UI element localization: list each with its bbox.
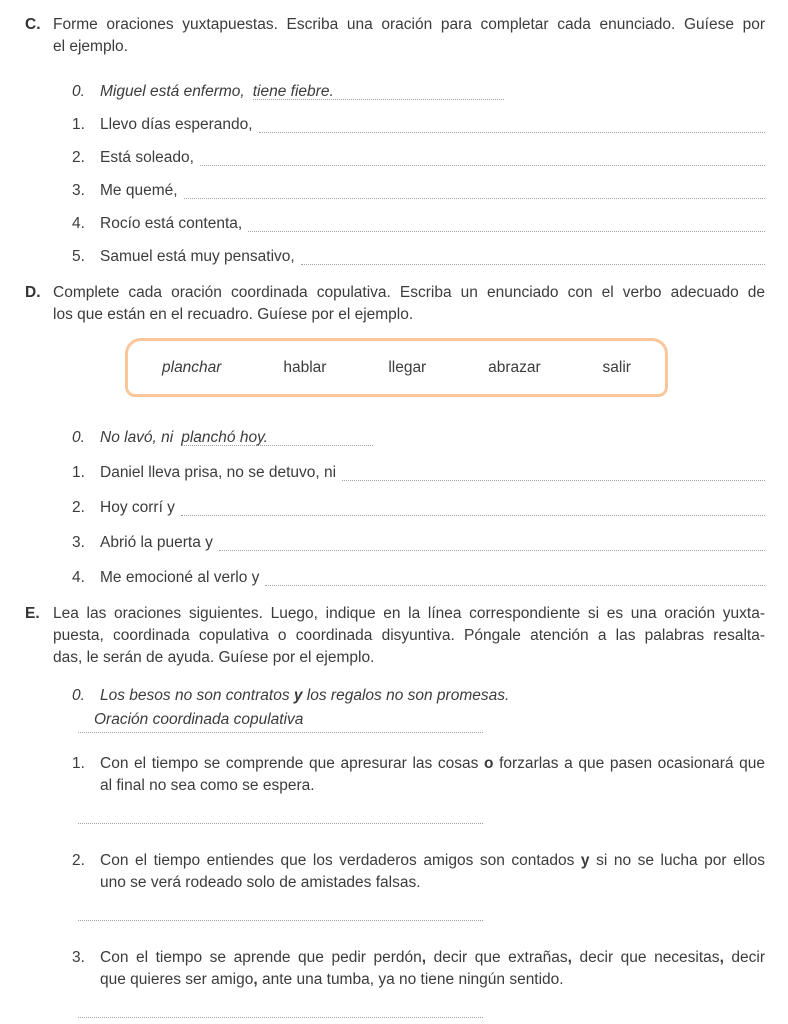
item-number: 3.: [72, 182, 85, 199]
section-d-letter: D.: [25, 284, 41, 301]
exercise-item: [72, 462, 765, 484]
item-number: 2.: [72, 499, 85, 516]
exercise-item: [72, 947, 765, 1018]
sentence-segment: al final no sea como se espera.: [100, 777, 315, 794]
instruction-line: Forme oraciones yuxtapuestas. Escriba una oración para completar cada enunciado. Guíese por: [53, 16, 765, 33]
example-item: [72, 81, 765, 103]
item-text: Abrió la puerta y: [100, 534, 213, 551]
exercise-item: [72, 114, 765, 136]
section-c-letter: C.: [25, 16, 41, 33]
sentence-segment: Con el tiempo se aprende que pedir perdón: [100, 949, 422, 966]
sentence: [72, 850, 765, 894]
answer-blank-line: [78, 821, 483, 824]
sentence-segment: Con el tiempo se comprende que apresurar las cosas: [100, 755, 484, 772]
bold-conjunction: y: [293, 687, 303, 704]
sentence-text: [100, 753, 765, 797]
sentence-segment: que quieres ser amigo: [100, 971, 254, 988]
exercise-item: [72, 497, 765, 519]
sentence-segment: decir: [723, 949, 766, 966]
word-bank-item: planchar: [162, 358, 222, 376]
instruction-line: Complete cada oración coordinada copulativa. Escriba un enunciado con el verbo adecuado de: [53, 284, 765, 301]
answer-blank-line: [342, 462, 765, 481]
item-number: 3.: [72, 534, 85, 551]
item-text: Está soleado,: [100, 149, 194, 166]
exercise-item: [72, 753, 765, 824]
sentence-segment: Los besos no son contratos: [100, 687, 294, 704]
bold-comma: ,: [719, 949, 724, 966]
instruction-line: Lea las oraciones siguientes. Luego, indique en la línea correspondiente si es una oración yuxta-: [53, 605, 765, 622]
instruction-line: el ejemplo.: [53, 38, 128, 55]
sentence-line: [100, 775, 765, 797]
item-number: 1.: [72, 116, 85, 133]
item-text: Samuel está muy pensativo,: [100, 248, 295, 265]
item-number: 0.: [72, 429, 85, 446]
answer-blank-line: [301, 246, 765, 265]
item-text: Rocío está contenta,: [100, 215, 243, 232]
exercise-item: [72, 567, 765, 589]
sentence-text: [100, 685, 765, 707]
word-bank-item: llegar: [388, 358, 427, 376]
answer-blank-line: [184, 180, 765, 199]
example-answer: tiene fiebre.: [253, 81, 504, 100]
exercise-item: [72, 850, 765, 921]
sentence-segment: los regalos no son promesas.: [302, 687, 510, 704]
answer-blank-line: [181, 497, 765, 516]
sentence-line: [100, 947, 765, 969]
sentence-segment: si no se lucha por ellos: [589, 852, 765, 869]
exercise-item: [72, 213, 765, 235]
section-c-items: [72, 81, 765, 268]
word-bank-item: salir: [602, 358, 631, 376]
sentence-segment: decir que necesitas: [571, 949, 720, 966]
section-e-items: [72, 685, 765, 1018]
answer-blank-line: [200, 147, 765, 166]
item-number: 4.: [72, 569, 85, 586]
answer-blank-line: [265, 567, 765, 586]
item-number: 5.: [72, 248, 85, 265]
item-number: 2.: [72, 852, 85, 869]
answer-blank-line: [219, 532, 765, 551]
exercise-item: [72, 246, 765, 268]
sentence-line: [100, 753, 765, 775]
sentence-line: [100, 850, 765, 872]
section-d-header: [25, 282, 765, 326]
answer-blank-line: [259, 114, 765, 133]
bold-comma: ,: [567, 949, 572, 966]
section-d-items: [72, 427, 765, 589]
bold-comma: ,: [253, 971, 258, 988]
sentence-segment: decir que extrañas: [426, 949, 568, 966]
section-c: [25, 14, 765, 268]
item-number: 2.: [72, 149, 85, 166]
section-c-header: [25, 14, 765, 58]
answer-blank-line: [248, 213, 765, 232]
verb-word-bank: [125, 338, 668, 397]
item-text: Daniel lleva prisa, no se detuvo, ni: [100, 464, 337, 481]
bold-conjunction: o: [483, 755, 494, 772]
section-d-instruction: [53, 282, 765, 326]
instruction-line: los que están en el recuadro. Guíese por el ejemplo.: [53, 306, 414, 323]
sentence-text: [100, 947, 765, 991]
example-answer-line: Oración coordinada copulativa: [78, 709, 483, 733]
word-bank-item: hablar: [283, 358, 327, 376]
example-sentence: [72, 685, 765, 707]
exercise-item: [72, 147, 765, 169]
sentence-segment: uno se verá rodeado solo de amistades falsas.: [100, 874, 421, 891]
section-e: [25, 603, 765, 1018]
bold-comma: ,: [421, 949, 427, 966]
bold-conjunction: y: [580, 852, 590, 869]
example-item: [72, 685, 765, 733]
answer-blank-line: [78, 1015, 483, 1018]
item-number: 0.: [72, 83, 85, 100]
word-bank-item: abrazar: [488, 358, 541, 376]
item-number: 1.: [72, 464, 85, 481]
sentence-line: [100, 872, 765, 894]
item-number: 3.: [72, 949, 85, 966]
sentence-line: [100, 969, 765, 991]
section-d: [25, 282, 765, 589]
exercise-item: [72, 532, 765, 554]
sentence-segment: Con el tiempo entiendes que los verdaderos amigos son contados: [100, 852, 581, 869]
section-e-letter: E.: [25, 605, 40, 622]
item-number: 4.: [72, 215, 85, 232]
item-text: Hoy corrí y: [100, 499, 175, 516]
item-text: Me quemé,: [100, 182, 178, 199]
example-answer: planchó hoy.: [181, 427, 373, 446]
item-text: Miguel está enfermo,: [100, 83, 245, 100]
item-number: 1.: [72, 755, 85, 772]
section-c-instruction: [53, 14, 765, 58]
item-text: Me emocioné al verlo y: [100, 569, 260, 586]
exercise-item: [72, 180, 765, 202]
item-text: No lavó, ni: [100, 429, 174, 446]
instruction-line: das, le serán de ayuda. Guíese por el ejemplo.: [53, 649, 375, 666]
sentence-text: [100, 850, 765, 894]
example-item: [72, 427, 765, 449]
section-e-instruction: [53, 603, 765, 669]
sentence: [72, 753, 765, 797]
item-text: Llevo días esperando,: [100, 116, 253, 133]
sentence-segment: forzarlas a que pasen ocasionará que: [493, 755, 765, 772]
sentence: [72, 947, 765, 991]
item-number: 0.: [72, 687, 85, 704]
sentence-segment: ante una tumba, ya no tiene ningún sentido.: [257, 971, 564, 988]
section-e-header: [25, 603, 765, 669]
instruction-line: puesta, coordinada copulativa o coordinada disyuntiva. Póngale atención a las palabras resalta-: [53, 627, 765, 644]
answer-blank-line: [78, 918, 483, 921]
